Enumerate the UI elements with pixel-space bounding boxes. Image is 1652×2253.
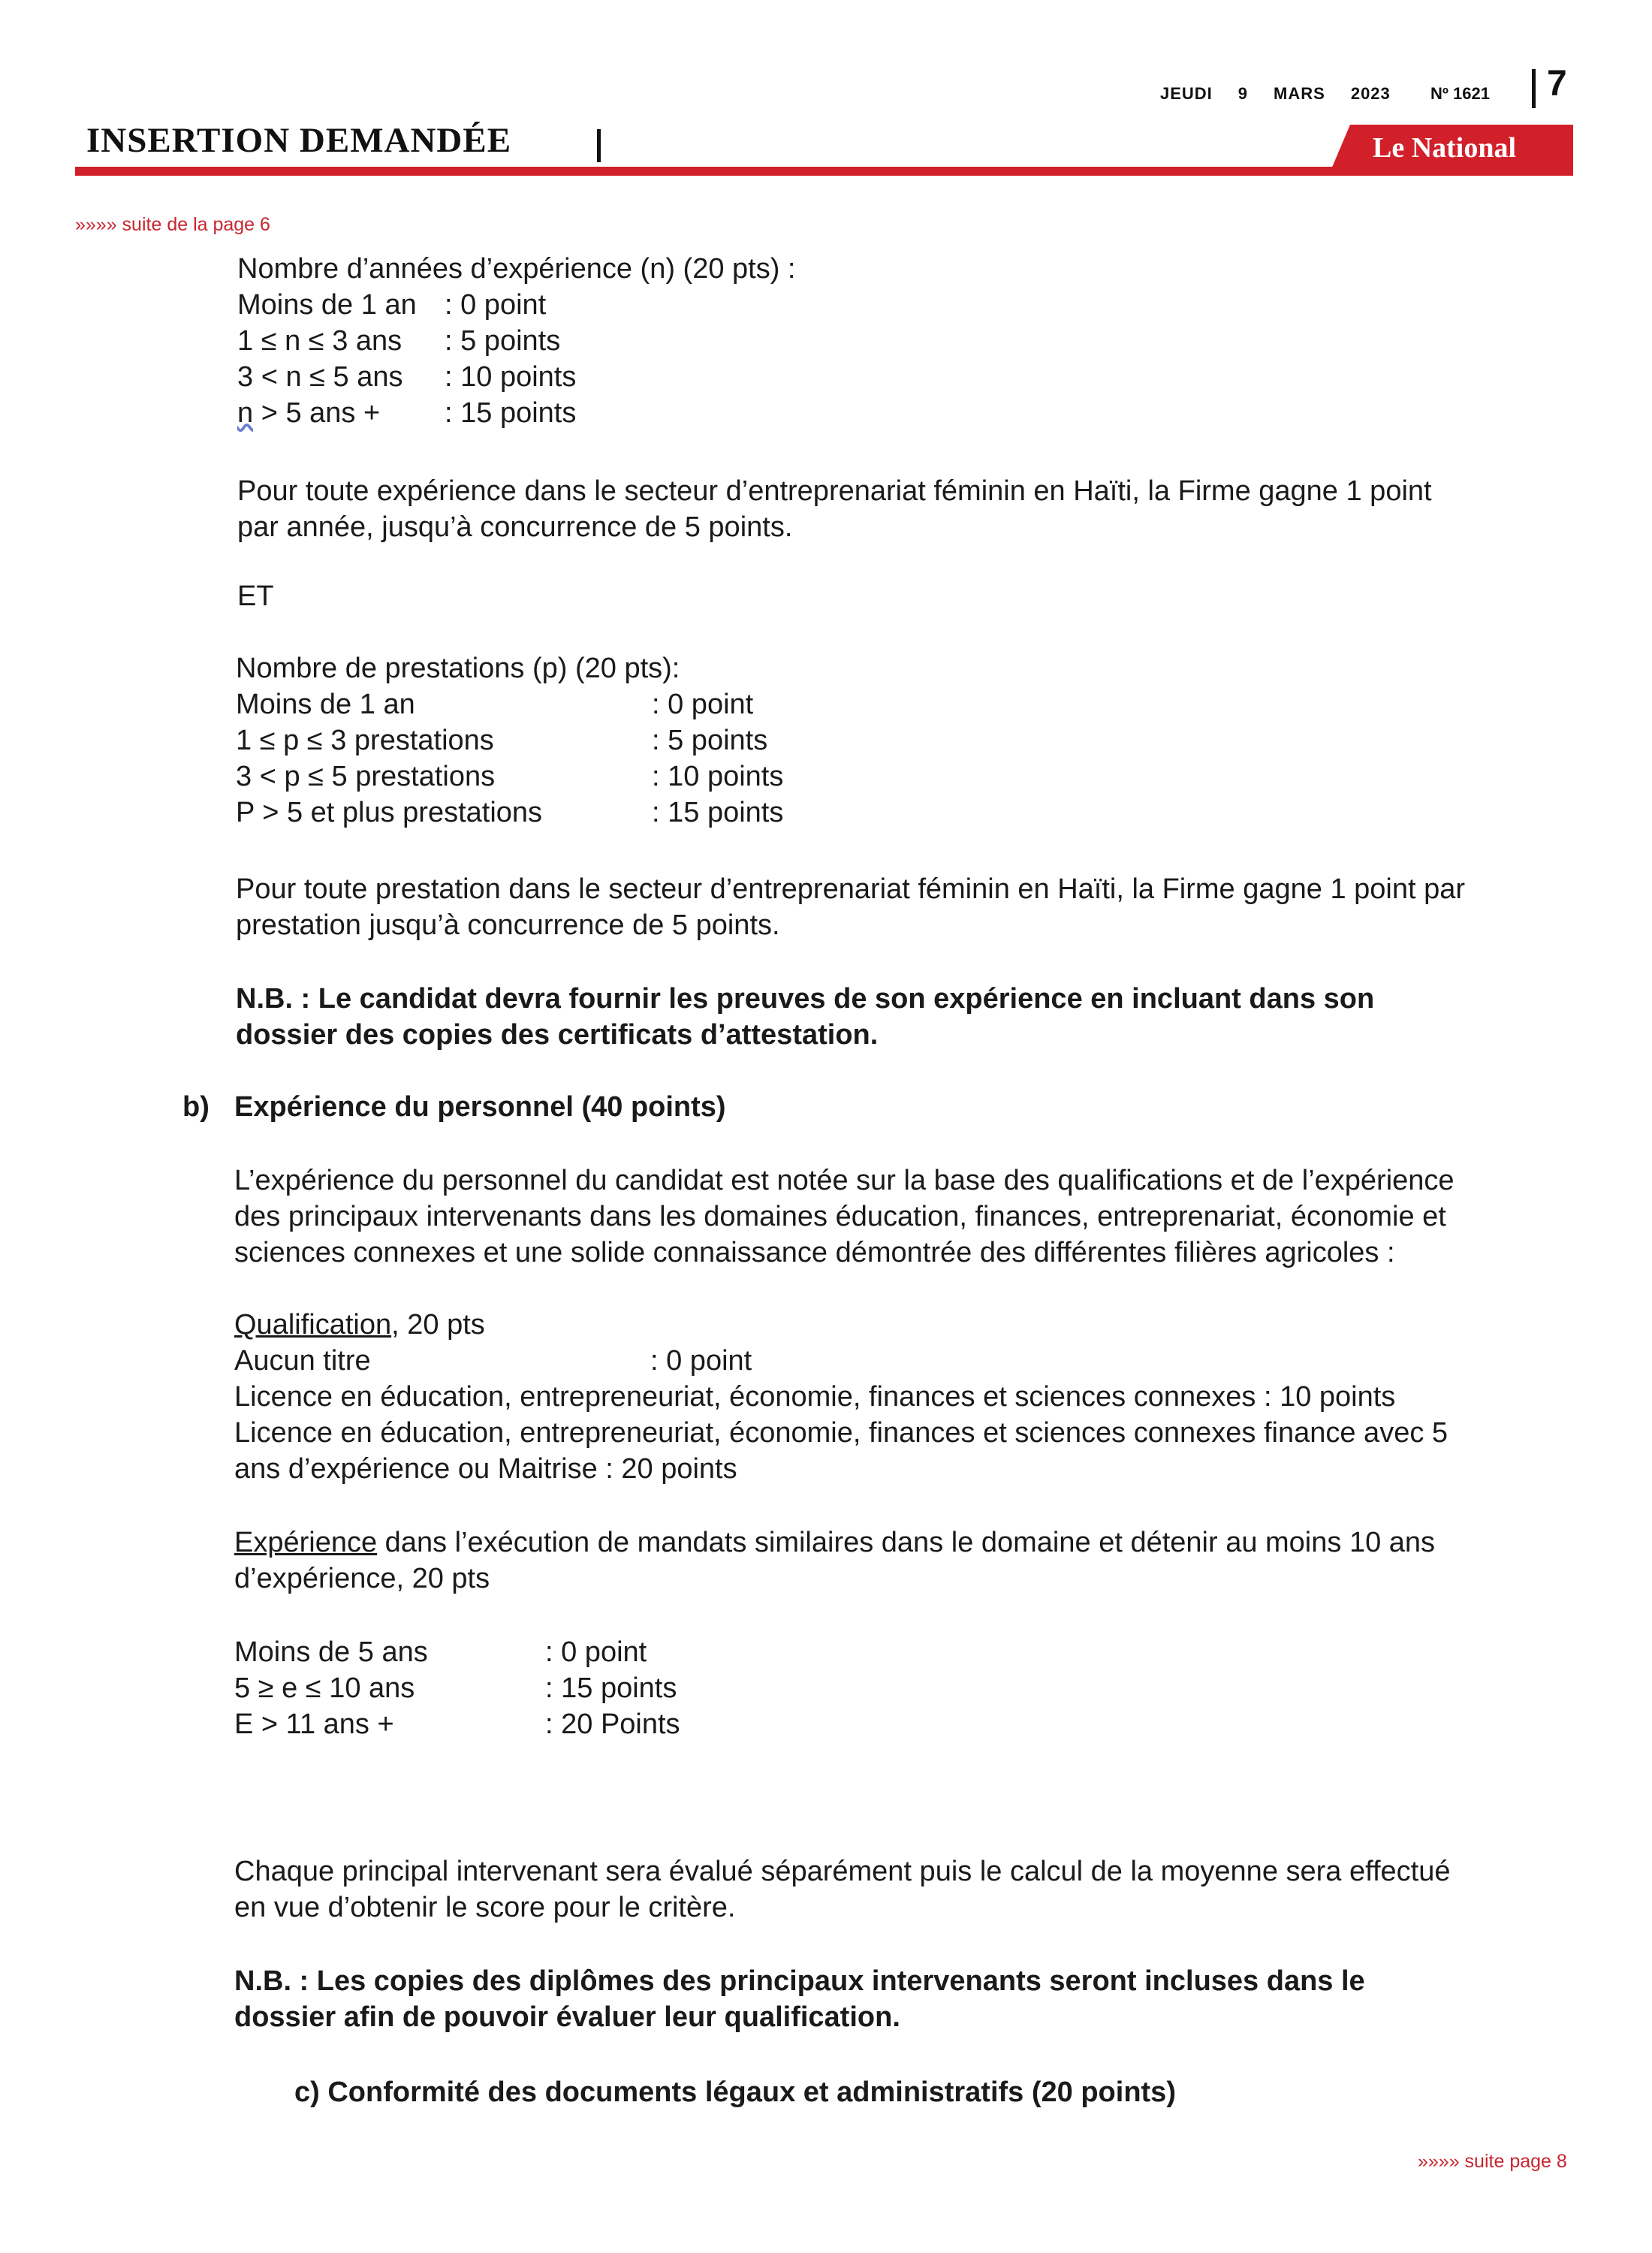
qual-row-value: : 0 point — [650, 1345, 752, 1377]
page-number: 7 — [1547, 64, 1567, 104]
exp-row-value: : 0 point — [445, 289, 547, 321]
issue-date: JEUDI 9 MARS 2023 — [1160, 84, 1391, 103]
continued-from: »»»» suite de la page 6 — [75, 214, 270, 235]
prest-row-label: 1 ≤ p ≤ 3 prestations — [236, 725, 494, 756]
exp-row-label: 3 < n ≤ 5 ans — [237, 361, 403, 393]
nb-note-line: N.B. : Le candidat devra fournir les preuves de son expérience en incluant dans son — [236, 983, 1375, 1015]
exp-staff-label: E > 11 ans + — [234, 1709, 394, 1740]
exp-row-label: 1 ≤ n ≤ 3 ans — [237, 325, 402, 357]
paragraph-line: en vue d’obtenir le score pour le critère. — [234, 1892, 736, 1923]
qualification-heading: Qualification, 20 pts — [234, 1309, 485, 1341]
section-marker: b) — [182, 1091, 210, 1123]
exp-row-label: Moins de 1 an — [237, 289, 417, 321]
qual-line: ans d’expérience ou Maitrise : 20 points — [234, 1453, 737, 1485]
exp-staff-value: : 15 points — [545, 1672, 677, 1704]
paragraph-line: Pour toute expérience dans le secteur d’entreprenariat féminin en Haïti, la Firme gagne 1 point — [237, 475, 1432, 507]
prest-row-label: Moins de 1 an — [236, 689, 415, 720]
issue-number: Nº 1621 — [1430, 84, 1490, 103]
section-title: INSERTION DEMANDÉE — [86, 121, 512, 160]
qual-row-label: Aucun titre — [234, 1345, 371, 1377]
prest-row-value: : 0 point — [652, 689, 754, 720]
paragraph-line: L’expérience du personnel du candidat est notée sur la base des qualifications et de l’expérience — [234, 1165, 1455, 1196]
paragraph-line: par année, jusqu’à concurrence de 5 points. — [237, 511, 793, 543]
prest-row-value: : 5 points — [652, 725, 768, 756]
header-divider — [1532, 69, 1536, 108]
exp-row-value: : 5 points — [445, 325, 561, 357]
paragraph-line: prestation jusqu’à concurrence de 5 points. — [236, 909, 780, 941]
experience-years-heading: Nombre d’années d’expérience (n) (20 pts) : — [237, 253, 796, 285]
exp-staff-value: : 20 Points — [545, 1709, 680, 1740]
nb-note-line: N.B. : Les copies des diplômes des principaux intervenants seront incluses dans le — [234, 1965, 1365, 1997]
prest-row-value: : 15 points — [652, 797, 784, 828]
prest-row-label: 3 < p ≤ 5 prestations — [236, 761, 496, 792]
paragraph-line: sciences connexes et une solide connaissance démontrée des différentes filières agricoles : — [234, 1237, 1395, 1268]
paragraph-line: Pour toute prestation dans le secteur d’entreprenariat féminin en Haïti, la Firme gagne 1 point par — [236, 873, 1466, 905]
qual-line: Licence en éducation, entrepreneuriat, économie, finances et sciences connexes : 10 points — [234, 1381, 1396, 1413]
nb-note-line: dossier des copies des certificats d’attestation. — [236, 1019, 879, 1051]
section-c-heading: c) Conformité des documents légaux et administratifs (20 points) — [294, 2077, 1176, 2108]
paragraph-line: Chaque principal intervenant sera évalué séparément puis le calcul de la moyenne sera effectué — [234, 1856, 1451, 1887]
prestations-heading: Nombre de prestations (p) (20 pts): — [236, 653, 680, 684]
experience-criterion-line2: d’expérience, 20 pts — [234, 1563, 490, 1594]
prest-row-value: : 10 points — [652, 761, 784, 792]
et-label: ET — [237, 581, 274, 612]
qual-line: Licence en éducation, entrepreneuriat, économie, finances et sciences connexes finance avec 5 — [234, 1417, 1449, 1449]
nb-note-line: dossier afin de pouvoir évaluer leur qualification. — [234, 2001, 900, 2033]
exp-row-value: : 10 points — [445, 361, 577, 393]
continued-to: »»»» suite page 8 — [1418, 2151, 1567, 2172]
paragraph-line: des principaux intervenants dans les domaines éducation, finances, entreprenariat, économie et — [234, 1201, 1446, 1232]
title-divider — [597, 129, 601, 162]
exp-staff-label: 5 ≥ e ≤ 10 ans — [234, 1672, 415, 1704]
newspaper-name: Le National — [1373, 132, 1517, 164]
exp-row-value: : 15 points — [445, 397, 577, 429]
section-b-heading: Expérience du personnel (40 points) — [234, 1091, 726, 1123]
prest-row-label: P > 5 et plus prestations — [236, 797, 543, 828]
exp-row-label: n > 5 ans + — [237, 397, 381, 429]
experience-criterion: Expérience dans l’exécution de mandats similaires dans le domaine et détenir au moins 10 ans — [234, 1527, 1436, 1558]
exp-staff-label: Moins de 5 ans — [234, 1636, 428, 1668]
exp-staff-value: : 0 point — [545, 1636, 647, 1668]
